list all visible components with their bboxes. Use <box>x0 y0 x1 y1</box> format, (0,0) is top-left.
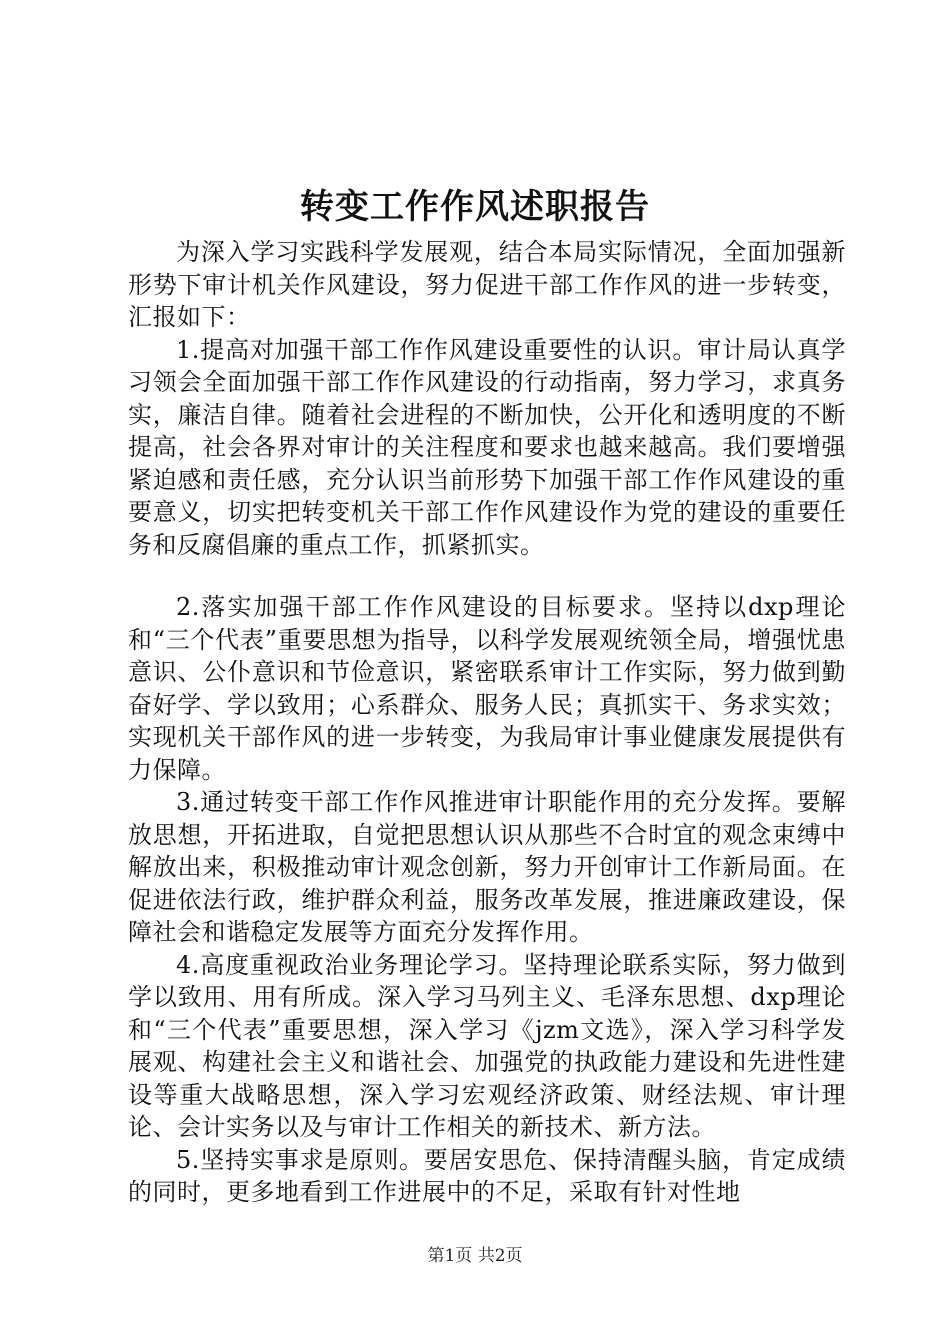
paragraph-intro: 为深入学习实践科学发展观，结合本局实际情况，全面加强新形势下审计机关作风建设，努力促进干部工作作风的进一步转变，汇报如下： <box>128 238 846 331</box>
paragraph-item-5: 5.坚持实事求是原则。要居安思危、保持清醒头脑，肯定成绩的同时，更多地看到工作进展中的不足，采取有针对性地 <box>128 1145 846 1206</box>
paragraph-item-3: 3.通过转变干部工作作风推进审计职能作用的充分发挥。要解放思想，开拓进取，自觉把思想认识从那些不合时宜的观念束缚中解放出来，积极推动审计观念创新，努力开创审计工作新局面。在促进依法行政，维护群众利益，服务改革发展，推进廉政建设，保障社会和谐稳定发展等方面充分发挥作用。 <box>128 788 846 946</box>
document-body <box>128 236 846 1209</box>
paragraph-spacer <box>128 561 846 591</box>
paragraph-item-2: 2.落实加强干部工作作风建设的目标要求。坚持以dxp理论和“三个代表”重要思想为指导，以科学发展观统领全局，增强忧患意识、公仆意识和节俭意识，紧密联系审计工作实际，努力做到勤奋好学、学以致用；心系群众、服务人民；真抓实干、务求实效；实现机关干部作风的进一步转变，为我局审计事业健康发展提供有力保障。 <box>128 593 846 784</box>
paragraph-item-4: 4.高度重视政治业务理论学习。坚持理论联系实际，努力做到学以致用、用有所成。深入学习马列主义、毛泽东思想、dxp理论和“三个代表”重要思想，深入学习《jzm文选》，深入学习科学发展观、构建社会主义和谐社会、加强党的执政能力建设和先进性建设等重大战略思想，深入学习宏观经济政策、财经法规、审计理论、会计实务以及与审计工作相关的新技术、新方法。 <box>128 950 846 1141</box>
document-title: 转变工作作风述职报告 <box>300 187 650 227</box>
page-number: 第1页 共2页 <box>427 1246 523 1266</box>
paragraph-item-1: 1.提高对加强干部工作作风建设重要性的认识。审计局认真学习领会全面加强干部工作作风建设的行动指南，努力学习，求真务实，廉洁自律。随着社会进程的不断加快，公开化和透明度的不断提高，社会各界对审计的关注程度和要求也越来越高。我们要增强紧迫感和责任感，充分认识当前形势下加强干部工作作风建设的重要意义，切实把转变机关干部工作作风建设作为党的建设的重要任务和反腐倡廉的重点工作，抓紧抓实。 <box>128 335 846 559</box>
